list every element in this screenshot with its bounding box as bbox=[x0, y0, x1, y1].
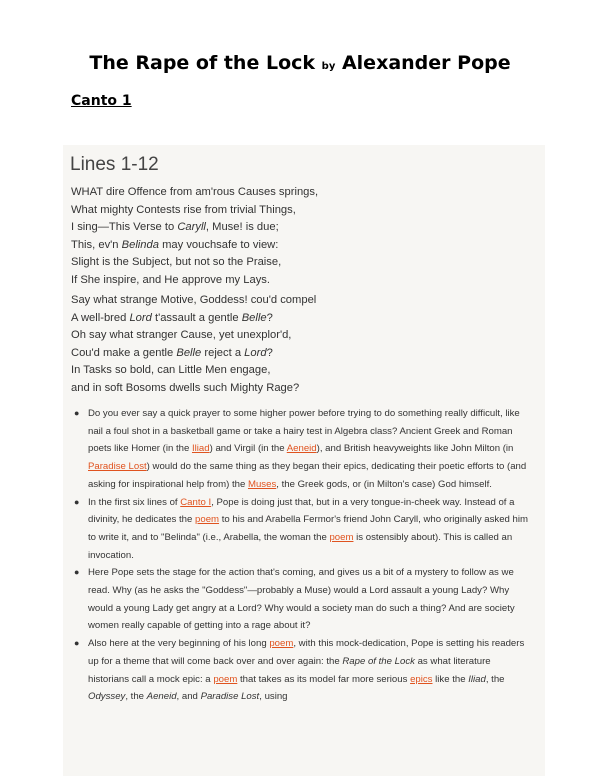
bullet-icon: ● bbox=[74, 408, 80, 418]
verse-line: I sing—This Verse to Caryll, Muse! is due; bbox=[71, 221, 279, 234]
verse-line: A well-bred Lord t'assault a gentle Belle? bbox=[71, 311, 273, 324]
list-item: ● Here Pope sets the stage for the action that's coming, and gives us a bit of a mystery to follow as we read. Why (as he asks the "Goddess"—probably a Muse) would a Lord assault a young Lady? Why would a young Lady get angry at a Lord? Why would a society man do such a thing? And are society women really capable of getting into a rage about it? bbox=[88, 564, 534, 635]
bullet-icon: ● bbox=[74, 638, 80, 649]
bullet-icon: ● bbox=[74, 567, 80, 578]
verse-line: Slight is the Subject, but not so the Praise, bbox=[71, 256, 282, 269]
link-poem[interactable]: poem bbox=[269, 638, 294, 650]
poem-stanza-1 bbox=[71, 184, 318, 290]
link-poem[interactable]: poem bbox=[195, 514, 220, 526]
link-poem[interactable]: poem bbox=[213, 673, 238, 685]
link-canto-i[interactable]: Canto I bbox=[180, 496, 212, 508]
link-aeneid[interactable]: Aeneid bbox=[286, 443, 317, 455]
poem-stanza-2 bbox=[71, 292, 316, 398]
verse-line: Oh say what stranger Cause, yet unexplor'd, bbox=[71, 329, 292, 342]
verse-line: This, ev'n Belinda may vouchsafe to view: bbox=[71, 238, 279, 251]
document-title bbox=[0, 52, 600, 74]
list-item: ● In the first six lines of Canto I, Pope is doing just that, but in a very tongue-in-cheek way. Instead of a divinity, he dedicates the poem to his and Arabella Fermor's friend John Caryll, who originally asked him to write it, and to "Belinda" (i.e., Arabella, the woman the poem is ostensibly about). This is called an invocation. bbox=[88, 494, 534, 565]
canto-heading: Canto 1 bbox=[71, 93, 132, 109]
section-heading: Lines 1-12 bbox=[70, 154, 159, 175]
verse-line: What mighty Contests rise from trivial Things, bbox=[71, 203, 296, 216]
link-iliad[interactable]: Iliad bbox=[191, 443, 210, 455]
link-epics[interactable]: epics bbox=[410, 673, 433, 685]
verse-line: WHAT dire Offence from am'rous Causes springs, bbox=[71, 186, 319, 198]
title-by: by bbox=[321, 61, 336, 72]
commentary-list bbox=[74, 405, 534, 706]
link-muses[interactable]: Muses bbox=[247, 478, 277, 490]
verse-line: If She inspire, and He approve my Lays. bbox=[71, 273, 270, 286]
list-item: ● Also here at the very beginning of his long poem, with this mock-dedication, Pope is setting his readers up for a theme that will come back over and over again: the Rape of the Lock as what literature historians call a mock epic: a poem that takes as its model far more serious epics like the Iliad, the Odyssey, the Aeneid, and Paradise Lost, using bbox=[88, 635, 534, 706]
title-text: The Rape of the Lock bbox=[89, 52, 316, 74]
list-item: ● Do you ever say a quick prayer to some higher power before trying to do something really difficult, like nail a foul shot in a basketball game or take a hairy test in Algebra class? Ancient Greek and Roman poets like Homer (in the Iliad) and Virgil (in the Aeneid), and British heavyweights like John Milton (in Paradise Lost) would do the same thing as they began their epics, dedicating their poetic efforts to (and asking for inspirational help from) the Muses, the Greek gods, or (in Milton's case) God himself. bbox=[88, 405, 534, 494]
title-author: Alexander Pope bbox=[341, 52, 511, 74]
verse-line: Cou'd make a gentle Belle reject a Lord? bbox=[71, 346, 273, 359]
verse-line: and in soft Bosoms dwells such Mighty Rage? bbox=[71, 381, 300, 394]
bullet-icon: ● bbox=[74, 496, 80, 507]
link-paradise-lost[interactable]: Paradise Lost bbox=[88, 461, 147, 473]
link-poem[interactable]: poem bbox=[329, 531, 354, 543]
verse-line: In Tasks so bold, can Little Men engage, bbox=[71, 364, 271, 377]
verse-line: Say what strange Motive, Goddess! cou'd compel bbox=[71, 294, 317, 306]
